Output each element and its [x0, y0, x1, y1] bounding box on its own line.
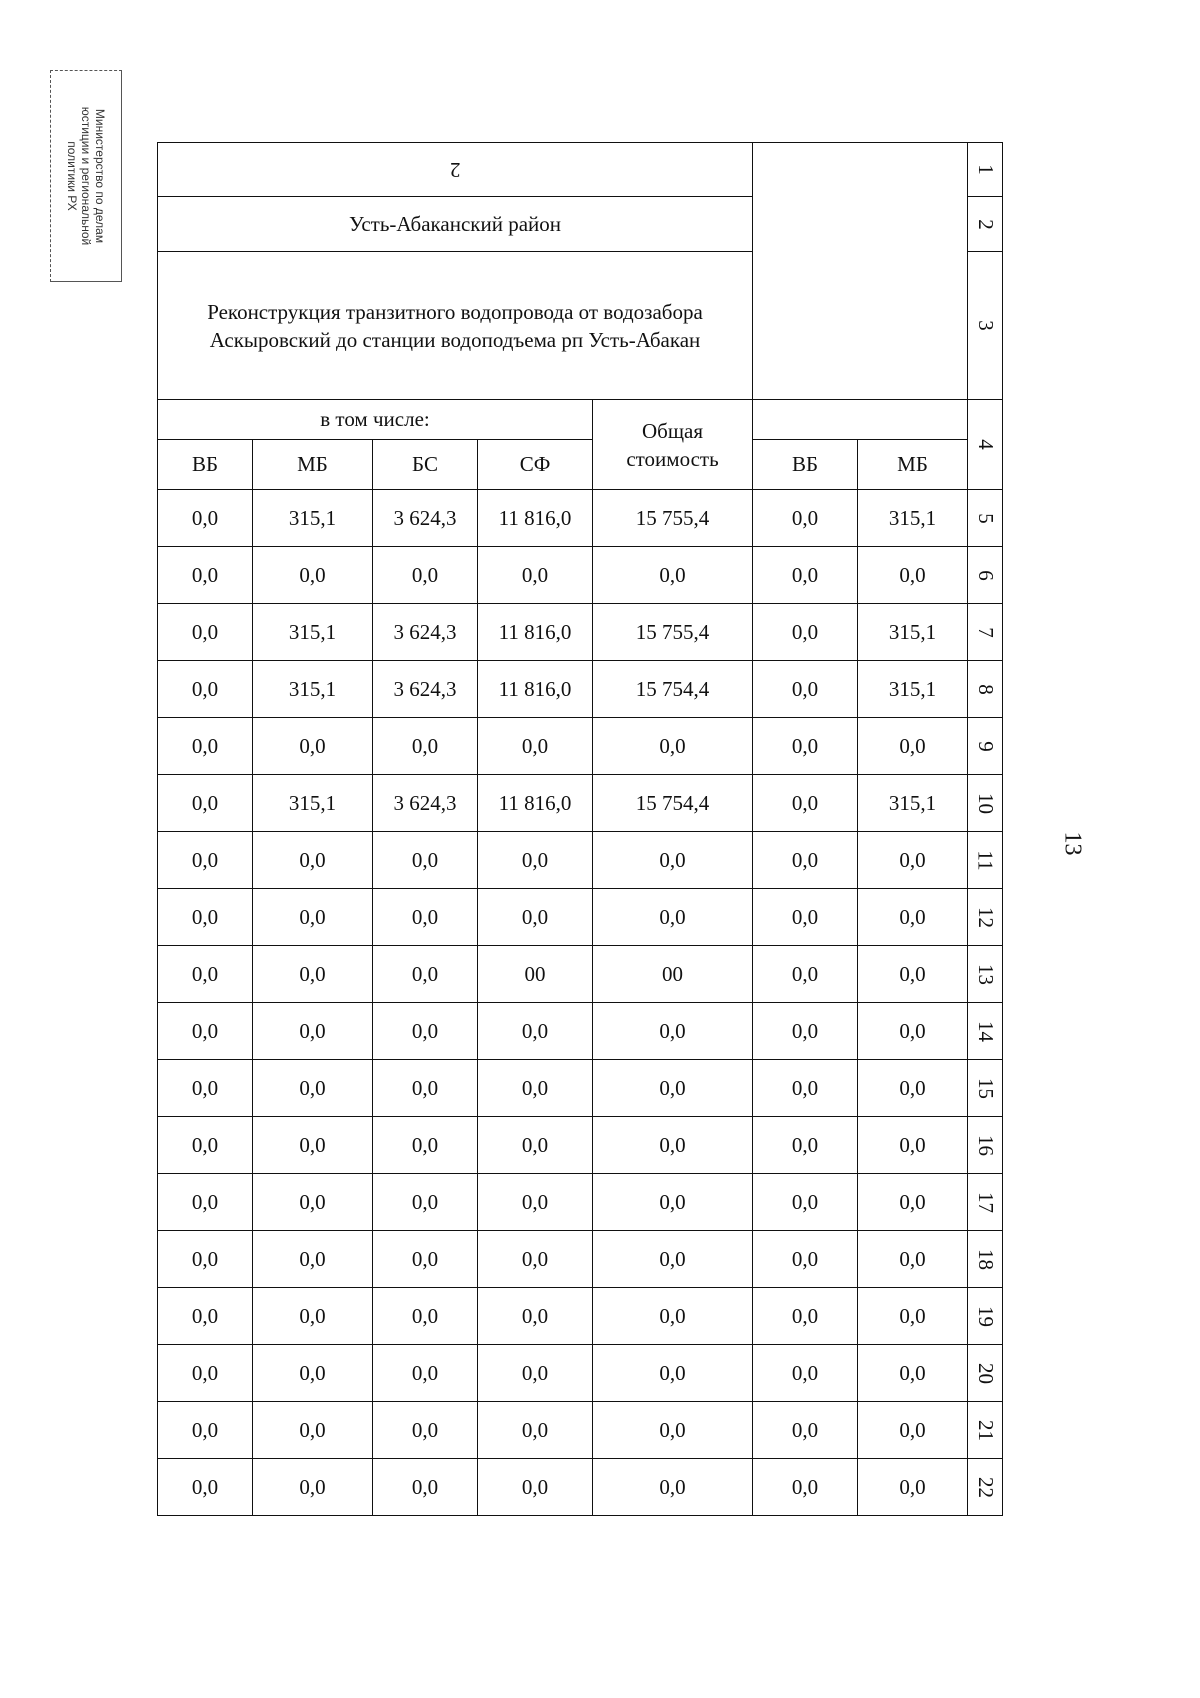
table-cell: 0,0: [478, 1402, 593, 1459]
table-cell: 0,0: [753, 1060, 858, 1117]
row-number: 2: [968, 197, 1003, 252]
table-cell: 0,0: [858, 1060, 968, 1117]
table-cell: 0,0: [593, 718, 753, 775]
row-number: 11: [968, 832, 1003, 889]
table-cell: 0,0: [373, 1117, 478, 1174]
table-cell: 0,0: [478, 1003, 593, 1060]
registration-stamp: [50, 70, 122, 282]
table-cell: 0,0: [158, 1459, 253, 1516]
table-cell: 3 624,3: [373, 490, 478, 547]
col-vb-header: ВБ: [158, 440, 253, 490]
table-cell: 0,0: [478, 718, 593, 775]
table-cell: 0,0: [158, 1060, 253, 1117]
table-row: [158, 1288, 1003, 1345]
table-row: [158, 718, 1003, 775]
table-row: [158, 1003, 1003, 1060]
row-number: 22: [968, 1459, 1003, 1516]
table-cell: 315,1: [253, 661, 373, 718]
table-cell: 0,0: [858, 1003, 968, 1060]
blank-header-cell: [753, 400, 968, 440]
table-cell: 0,0: [478, 832, 593, 889]
row-number: 8: [968, 661, 1003, 718]
table-cell: 0,0: [753, 832, 858, 889]
stamp-line-1: Министерство по делам: [93, 108, 107, 244]
table-cell: 0,0: [753, 604, 858, 661]
table-row: [158, 889, 1003, 946]
total-cost-header: Общая стоимость: [593, 400, 753, 490]
table-cell: 0,0: [753, 1117, 858, 1174]
table-cell: 15 755,4: [593, 604, 753, 661]
including-label: в том числе:: [158, 400, 593, 440]
table-cell: 0,0: [373, 1003, 478, 1060]
row-number: 17: [968, 1174, 1003, 1231]
table-cell: 0,0: [373, 547, 478, 604]
right-col-vb-header: ВБ: [753, 440, 858, 490]
table-cell: 0,0: [158, 604, 253, 661]
table-cell: 0,0: [858, 718, 968, 775]
table-cell: 0,0: [753, 1288, 858, 1345]
table-cell: 3 624,3: [373, 775, 478, 832]
table-cell: 0,0: [858, 1117, 968, 1174]
table-cell: 3 624,3: [373, 661, 478, 718]
row-number: 21: [968, 1402, 1003, 1459]
table-cell: 15 755,4: [593, 490, 753, 547]
table-cell: 0,0: [478, 1117, 593, 1174]
table-row: [158, 604, 1003, 661]
table-cell: 0,0: [158, 490, 253, 547]
row-number: 14: [968, 1003, 1003, 1060]
table-cell: 0,0: [858, 547, 968, 604]
col-sf-header: СФ: [478, 440, 593, 490]
table-cell: 0,0: [753, 946, 858, 1003]
project-title: [158, 252, 753, 400]
project-title-line2: Аскыровский до станции водоподъема рп Усть-Абакан: [209, 327, 701, 352]
table-cell: 0,0: [253, 1459, 373, 1516]
table-cell: 0,0: [158, 547, 253, 604]
table-cell: 0,0: [253, 1117, 373, 1174]
district-name: Усть-Абаканский район: [158, 197, 753, 252]
table-cell: 0,0: [253, 1174, 373, 1231]
row-number: 20: [968, 1345, 1003, 1402]
table-row: [158, 1060, 1003, 1117]
table-cell: 0,0: [478, 1174, 593, 1231]
table-cell: 0,0: [373, 1459, 478, 1516]
page-number: 13: [1059, 831, 1086, 856]
row-number: 13: [968, 946, 1003, 1003]
table-cell: 0,0: [373, 1288, 478, 1345]
table-cell: 0,0: [158, 1402, 253, 1459]
table-cell: 0,0: [158, 832, 253, 889]
table-cell: 0,0: [858, 946, 968, 1003]
table-cell: 315,1: [858, 604, 968, 661]
table-cell: 0,0: [593, 1288, 753, 1345]
row-number: 5: [968, 490, 1003, 547]
table-row: [158, 1345, 1003, 1402]
table-cell: 0,0: [158, 1117, 253, 1174]
table-cell: 0,0: [253, 1060, 373, 1117]
table-cell: 0,0: [593, 1459, 753, 1516]
row-number: 10: [968, 775, 1003, 832]
table-cell: 11 816,0: [478, 661, 593, 718]
table-cell: 0,0: [753, 775, 858, 832]
table-cell: 0,0: [478, 1288, 593, 1345]
row-number: 12: [968, 889, 1003, 946]
table-cell: 0,0: [158, 889, 253, 946]
table-cell: 0,0: [253, 946, 373, 1003]
table-cell: 0,0: [478, 1060, 593, 1117]
table-row: [158, 547, 1003, 604]
table-cell: 315,1: [858, 661, 968, 718]
table-cell: 0,0: [593, 1003, 753, 1060]
row-number: 9: [968, 718, 1003, 775]
table-cell: 0,0: [593, 1231, 753, 1288]
table-cell: 0,0: [158, 1174, 253, 1231]
table-cell: 00: [593, 946, 753, 1003]
row-number: 18: [968, 1231, 1003, 1288]
stamp-line-3: политики РХ: [65, 141, 79, 211]
table-cell: 0,0: [478, 1459, 593, 1516]
table-cell: 0,0: [373, 946, 478, 1003]
table-cell: 15 754,4: [593, 775, 753, 832]
table-cell: 315,1: [253, 490, 373, 547]
table-cell: 3 624,3: [373, 604, 478, 661]
table-cell: 11 816,0: [478, 604, 593, 661]
table-cell: 0,0: [858, 1459, 968, 1516]
project-title-line1: Реконструкция транзитного водопровода от водозабора: [207, 299, 703, 324]
table-row: [158, 661, 1003, 718]
table-row: [158, 1231, 1003, 1288]
table-cell: 0,0: [478, 1231, 593, 1288]
table-cell: 0,0: [253, 547, 373, 604]
table-cell: 0,0: [593, 1402, 753, 1459]
row-number: 1: [968, 143, 1003, 197]
table-cell: 0,0: [858, 1288, 968, 1345]
budget-table: [157, 142, 1003, 1516]
stamp-text: [65, 76, 107, 276]
col-mb-header: МБ: [253, 440, 373, 490]
table-cell: 0,0: [158, 946, 253, 1003]
table-cell: 0,0: [478, 889, 593, 946]
table-cell: 0,0: [753, 1345, 858, 1402]
table-cell: 315,1: [858, 775, 968, 832]
row-number: 4: [968, 400, 1003, 490]
table-cell: 0,0: [158, 775, 253, 832]
row-number: 19: [968, 1288, 1003, 1345]
table-row: [158, 832, 1003, 889]
table-cell: 315,1: [253, 775, 373, 832]
table-row: [158, 1174, 1003, 1231]
table-cell: 0,0: [593, 1345, 753, 1402]
table-cell: 0,0: [593, 832, 753, 889]
table-cell: 0,0: [253, 889, 373, 946]
table-cell: 0,0: [373, 1174, 478, 1231]
table-cell: 0,0: [373, 832, 478, 889]
table-cell: 0,0: [158, 661, 253, 718]
table-cell: 0,0: [753, 547, 858, 604]
table-cell: 0,0: [753, 1402, 858, 1459]
table-cell: 0,0: [373, 1345, 478, 1402]
table-cell: 0,0: [593, 889, 753, 946]
table-cell: 0,0: [253, 1288, 373, 1345]
table-cell: 0,0: [253, 1003, 373, 1060]
col-bs-header: БС: [373, 440, 478, 490]
table-cell: 0,0: [753, 1174, 858, 1231]
table-cell: 0,0: [253, 832, 373, 889]
row-number: 16: [968, 1117, 1003, 1174]
table-cell: 0,0: [253, 1345, 373, 1402]
table-cell: 15 754,4: [593, 661, 753, 718]
table-row: [158, 1459, 1003, 1516]
table-cell: 0,0: [753, 490, 858, 547]
stamp-line-2: юстиции и региональной: [79, 106, 93, 246]
table-cell: 0,0: [858, 1174, 968, 1231]
row-number: 15: [968, 1060, 1003, 1117]
table-cell: 0,0: [753, 1231, 858, 1288]
table-row: [158, 775, 1003, 832]
table-cell: 0,0: [593, 547, 753, 604]
table-cell: 0,0: [253, 718, 373, 775]
table-cell: 0,0: [753, 1003, 858, 1060]
table-cell: 0,0: [373, 718, 478, 775]
table-cell: 11 816,0: [478, 490, 593, 547]
table-cell: 0,0: [593, 1117, 753, 1174]
table-row: [158, 1402, 1003, 1459]
table-cell: 0,0: [753, 889, 858, 946]
table-cell: 0,0: [158, 1288, 253, 1345]
table-cell: 0,0: [593, 1060, 753, 1117]
table-cell: 315,1: [253, 604, 373, 661]
table-row: [158, 1117, 1003, 1174]
table-cell: 0,0: [373, 1231, 478, 1288]
table-cell: 0,0: [373, 1060, 478, 1117]
table-cell: 0,0: [253, 1402, 373, 1459]
table-cell: 0,0: [858, 1345, 968, 1402]
table-cell: 0,0: [158, 1003, 253, 1060]
table-row: [158, 946, 1003, 1003]
table-cell: 0,0: [478, 547, 593, 604]
table-cell: 0,0: [858, 889, 968, 946]
table-cell: 0,0: [158, 1345, 253, 1402]
right-col-mb-header: МБ: [858, 440, 968, 490]
table-cell: 11 816,0: [478, 775, 593, 832]
table-cell: 0,0: [158, 718, 253, 775]
table-cell: 0,0: [753, 718, 858, 775]
table-cell: 0,0: [253, 1231, 373, 1288]
table-cell: 0,0: [858, 1231, 968, 1288]
table-cell: 0,0: [858, 832, 968, 889]
table-cell: 0,0: [593, 1174, 753, 1231]
blank-header-cell: [753, 143, 968, 400]
table-cell: 0,0: [373, 1402, 478, 1459]
row-number: 7: [968, 604, 1003, 661]
table-cell: 0,0: [753, 1459, 858, 1516]
table-cell: 315,1: [858, 490, 968, 547]
table-cell: 0,0: [158, 1231, 253, 1288]
table-cell: 00: [478, 946, 593, 1003]
table-row: [158, 490, 1003, 547]
column-number-label: 2: [158, 143, 753, 197]
row-number: 3: [968, 252, 1003, 400]
table-cell: 0,0: [858, 1402, 968, 1459]
table-cell: 0,0: [373, 889, 478, 946]
table-cell: 0,0: [478, 1345, 593, 1402]
row-number: 6: [968, 547, 1003, 604]
table-cell: 0,0: [753, 661, 858, 718]
